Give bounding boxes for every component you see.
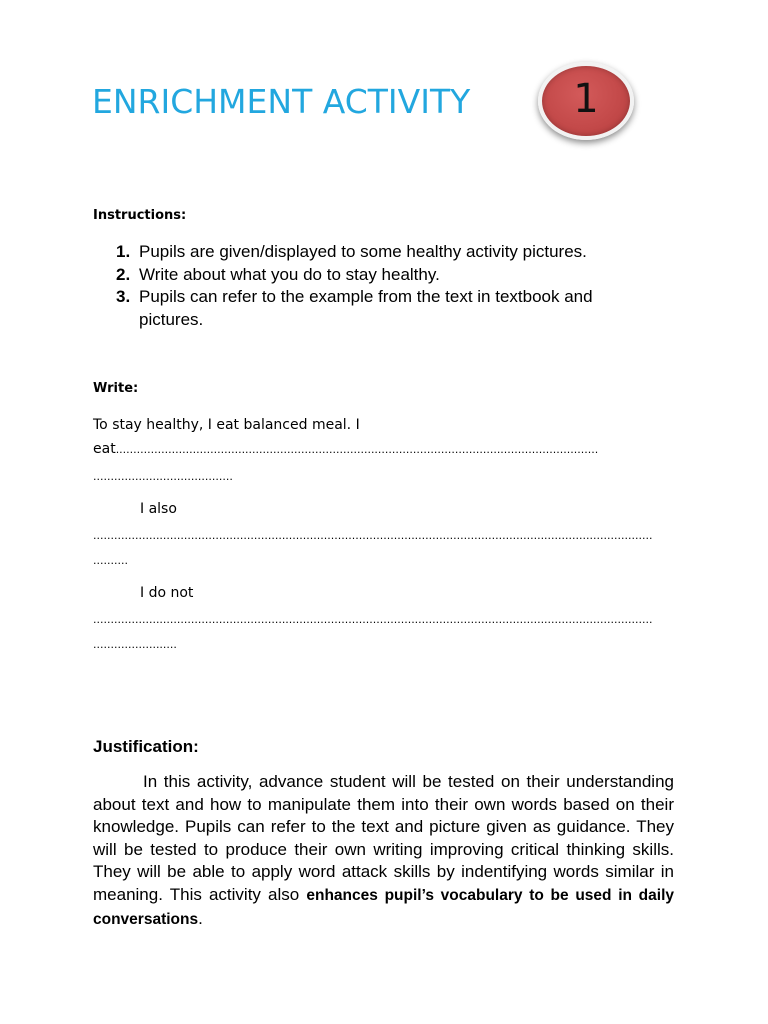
write-sentence-start: To stay healthy, I eat balanced meal. I — [93, 417, 360, 433]
fill-in-line[interactable]: ........................ — [93, 638, 177, 651]
instruction-item — [116, 264, 656, 287]
write-heading: Write: — [93, 381, 139, 396]
instruction-number: 1. — [116, 242, 131, 261]
instruction-item — [116, 286, 656, 331]
fill-in-line[interactable]: ................................................................................................................................................................ — [93, 613, 653, 626]
justification-end: . — [198, 908, 203, 928]
write-line-eat — [93, 441, 598, 457]
page-title: ENRICHMENT ACTIVITY — [92, 82, 471, 121]
fill-in-line[interactable]: .......................................................................................................................................... — [115, 443, 599, 456]
instruction-item — [116, 241, 656, 264]
activity-number-badge — [538, 62, 634, 140]
fill-in-line[interactable]: ................................................................................................................................................................ — [93, 529, 653, 542]
instructions-heading: Instructions: — [93, 208, 187, 223]
fill-in-line[interactable]: .......... — [93, 554, 128, 567]
instruction-text: Pupils are given/displayed to some healthy activity pictures. — [139, 242, 587, 261]
instruction-text: Pupils can refer to the example from the text in textbook and pictures. — [139, 287, 593, 329]
justification-bold-text: enhances pupil’s vocabulary to be used in daily conversations — [93, 886, 674, 928]
justification-paragraph — [93, 771, 674, 931]
justification-text: In this activity, advance student will be tested on their understanding about text and how to manipulate them into their own words based on their knowledge. Pupils can refer to the text and picture given as guidance. They will be tested to produce their own writing improving critical thinking skills. They will be able to apply word attack skills by indentifying words similar in meaning. This activity also — [93, 772, 674, 904]
instruction-number: 2. — [116, 264, 131, 284]
instruction-number: 3. — [116, 287, 131, 306]
justification-heading: Justification: — [93, 737, 199, 756]
activity-number: 1 — [573, 76, 599, 122]
write-eat-label: eat — [93, 441, 116, 457]
instruction-text: Write about what you do to stay healthy. — [139, 264, 440, 284]
write-prompt-also: I also — [140, 501, 177, 517]
fill-in-line[interactable]: ........................................ — [93, 470, 233, 483]
instructions-list — [116, 241, 656, 331]
write-prompt-do-not: I do not — [140, 585, 194, 601]
